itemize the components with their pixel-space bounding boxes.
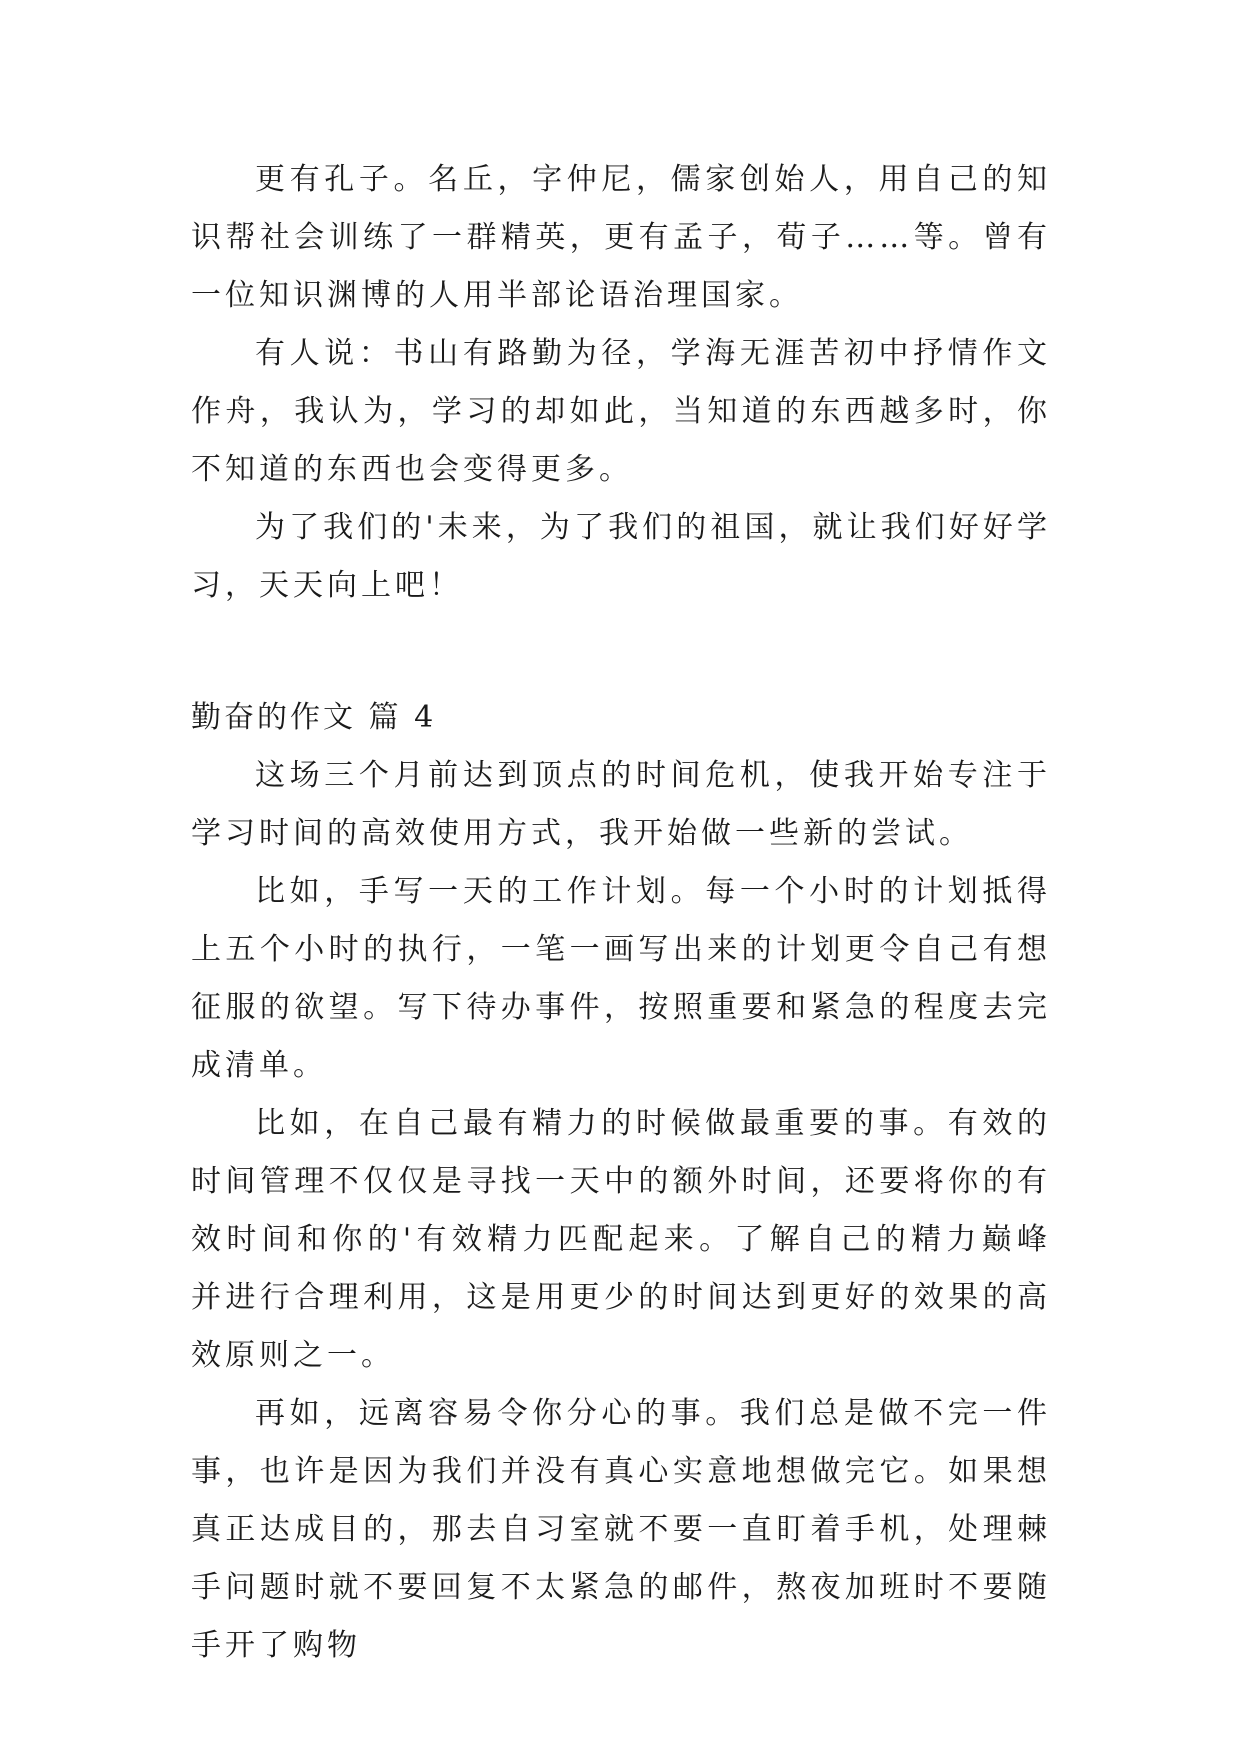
section-heading: 勤奋的作文 篇 4: [191, 700, 437, 735]
paragraph-avoid-distraction: 再如，远离容易令你分心的事。我们总是做不完一件事，也许是因为我们并没有真心实意地想做完它。如果想真正达成目的，那去自习室就不要一直盯着手机，处理棘手问题时就不要回复不太紧急的邮件，熬夜加班时不要随手开了购物: [191, 1396, 1051, 1663]
paragraph-confucius: 更有孔子。名丘，字仲尼，儒家创始人，用自己的知识帮社会训练了一群精英，更有孟子，荀子……等。曾有一位知识渊博的人用半部论语治理国家。: [191, 162, 1051, 313]
essay-part-4: [191, 689, 1051, 1675]
paragraph-saying: 有人说：书山有路勤为径，学海无涯苦初中抒情作文作舟，我认为，学习的却如此，当知道的东西越多时，你不知道的东西也会变得更多。: [191, 336, 1051, 487]
paragraph-peak-energy: 比如，在自己最有精力的时候做最重要的事。有效的时间管理不仅仅是寻找一天中的额外时间，还要将你的有效时间和你的'有效精力匹配起来。了解自己的精力巅峰并进行合理利用，这是用更少的时间达到更好的效果的高效原则之一。: [191, 1106, 1051, 1373]
paragraph-time-crisis: 这场三个月前达到顶点的时间危机，使我开始专注于学习时间的高效使用方式，我开始做一些新的尝试。: [191, 758, 1051, 851]
paragraph-handwritten-plan: 比如，手写一天的工作计划。每一个小时的计划抵得上五个小时的执行，一笔一画写出来的计划更令自己有想征服的欲望。写下待办事件，按照重要和紧急的程度去完成清单。: [191, 874, 1051, 1083]
paragraph-conclusion: 为了我们的'未来，为了我们的祖国，就让我们好好学习，天天向上吧！: [191, 510, 1051, 603]
essay-continuation: [191, 151, 1051, 615]
